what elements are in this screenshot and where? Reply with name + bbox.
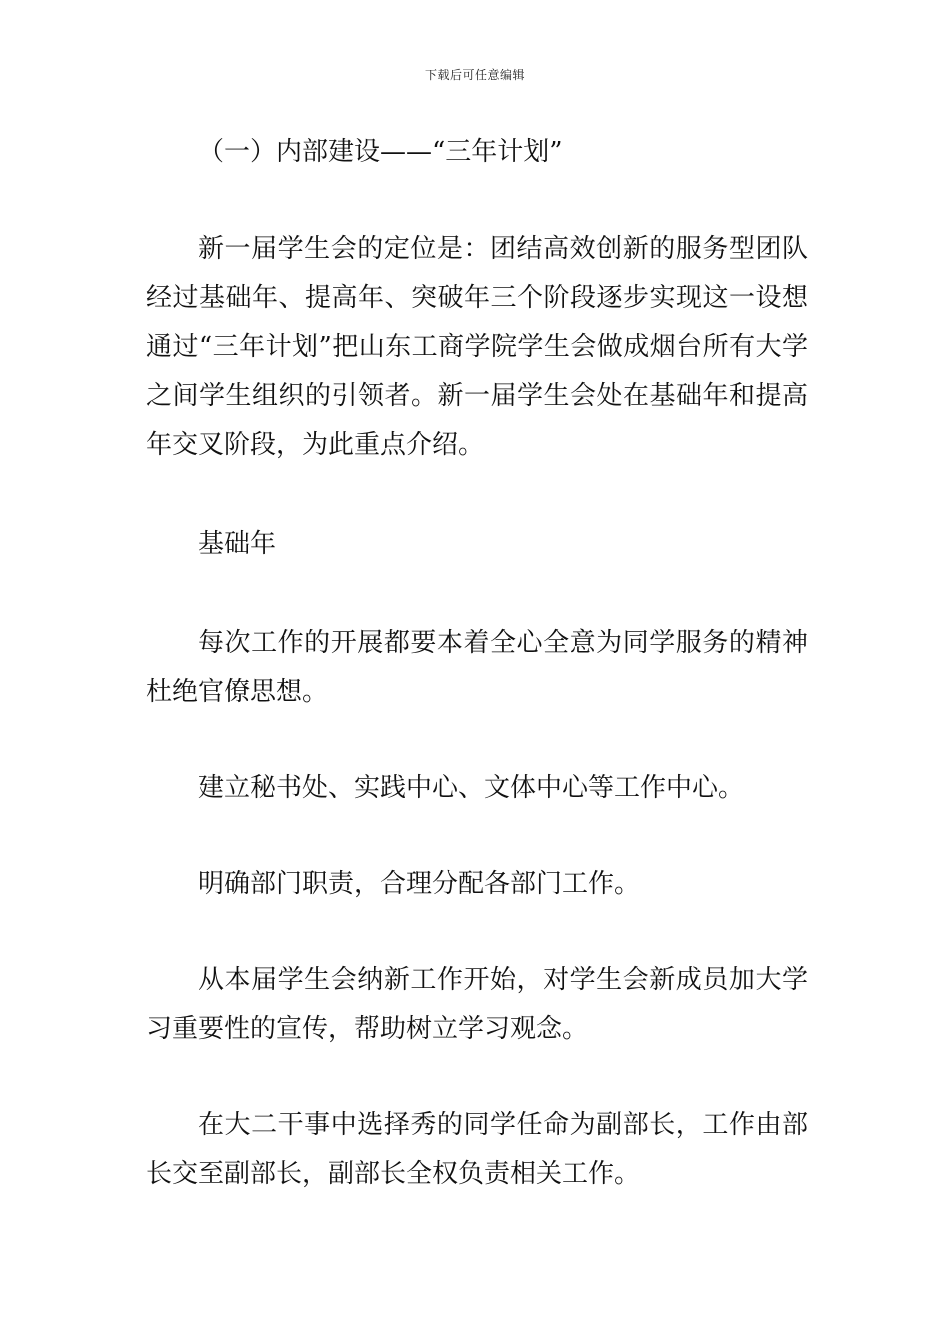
page-header: 下载后可任意编辑 — [424, 68, 525, 82]
paragraph-department-duties: 明确部门职责，合理分配各部门工作。 — [198, 869, 641, 899]
paragraph-service-spirit: 每次工作的开展都要本着全心全意为同学服务的精神杜绝官僚思想。 — [146, 628, 808, 707]
paragraph-study-awareness: 从本届学生会纳新工作开始，对学生会新成员加大学习重要性的宣传，帮助树立学习观念。 — [146, 965, 808, 1044]
document-body — [146, 128, 808, 1199]
subheading-foundation-year: 基础年 — [198, 529, 277, 559]
section-heading: （一）内部建设——“三年计划” — [198, 137, 563, 167]
paragraph-vice-ministers: 在大二干事中选择秀的同学任命为副部长，工作由部长交至副部长，副部长全权负责相关工作。 — [146, 1110, 808, 1189]
paragraph-positioning: 新一届学生会的定位是：团结高效创新的服务型团队经过基础年、提高年、突破年三个阶段逐步实现这一设想通过“三年计划”把山东工商学院学生会做成烟台所有大学之间学生组织的引领者。新一届学生会处在基础年和提高年交叉阶段，为此重点介绍。 — [146, 234, 808, 460]
paragraph-work-centers: 建立秘书处、实践中心、文体中心等工作中心。 — [198, 773, 745, 803]
